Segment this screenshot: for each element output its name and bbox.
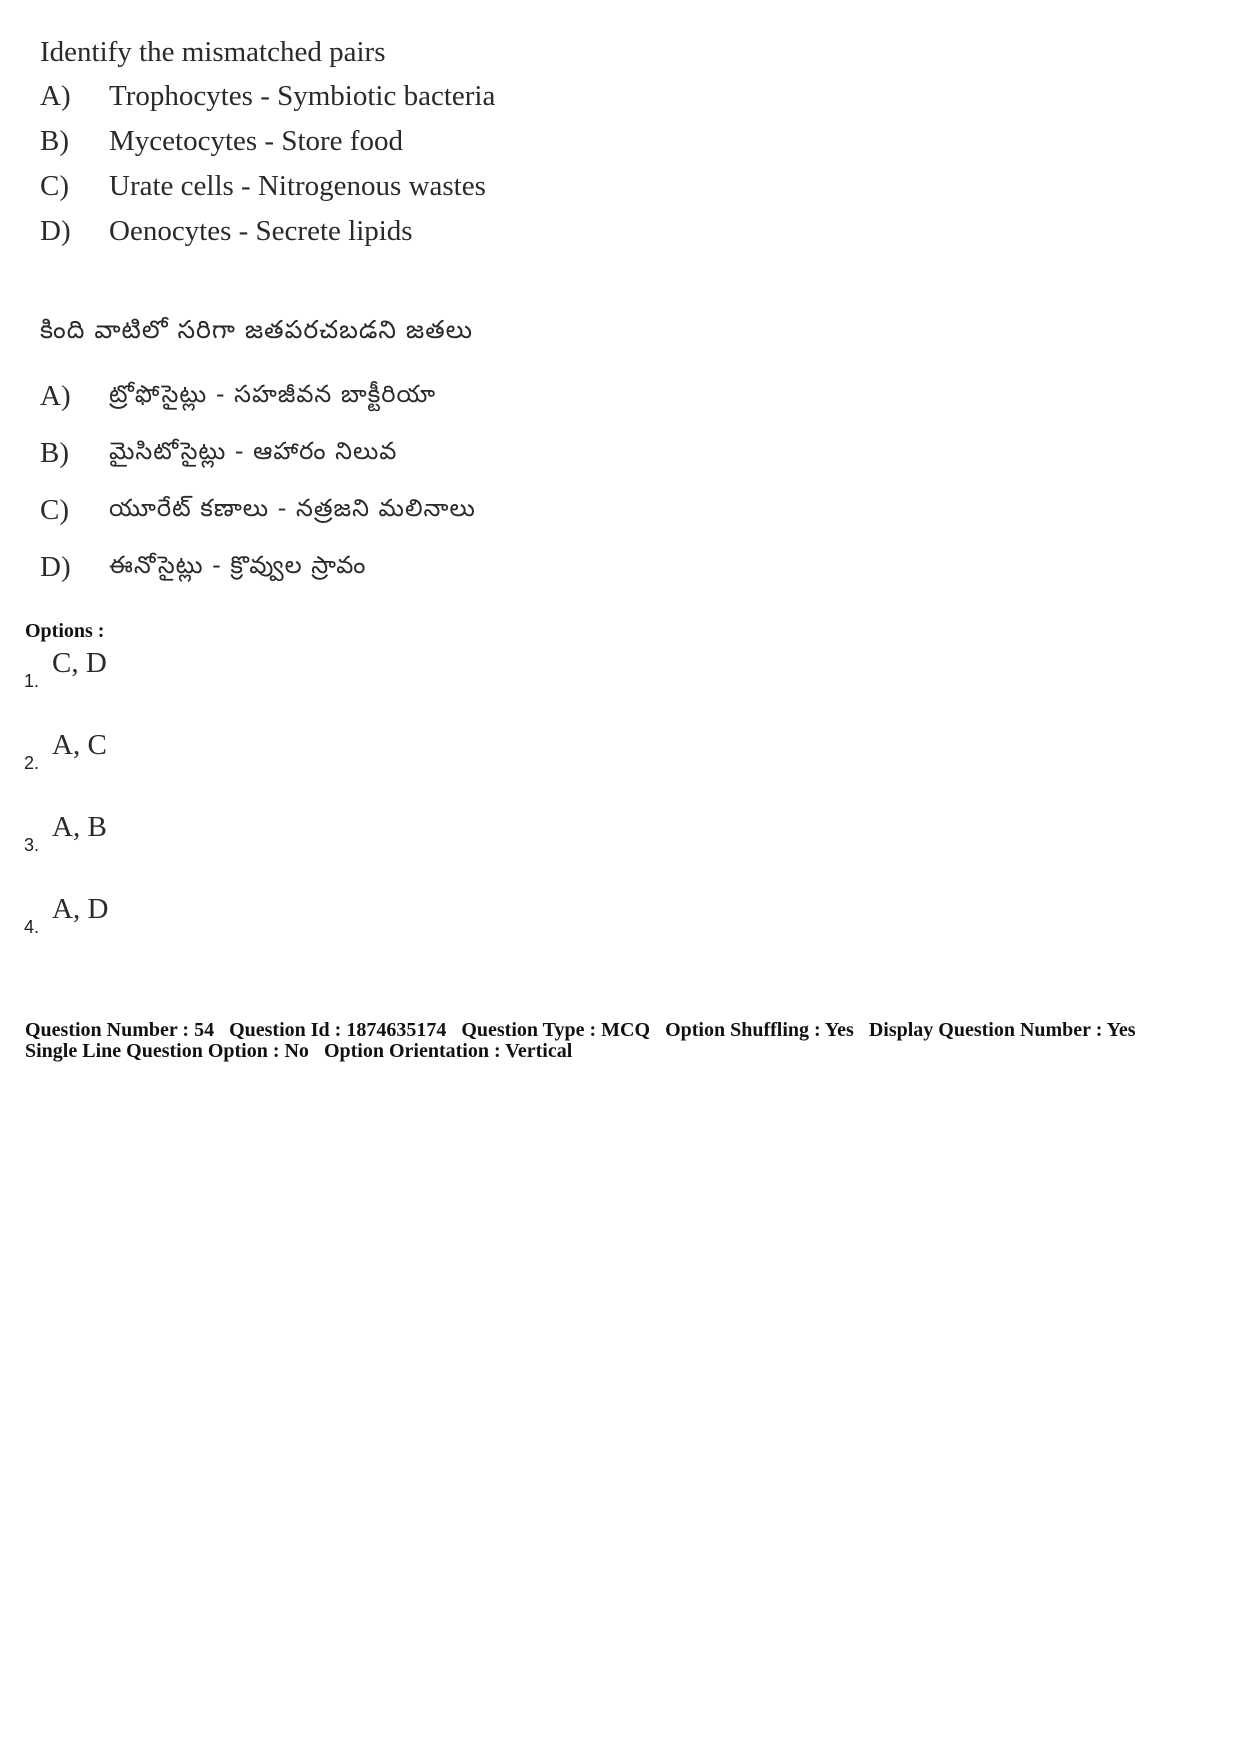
question-title-english: Identify the mismatched pairs (40, 36, 386, 68)
option-value: A, B (52, 811, 107, 843)
pair-c-telugu (40, 482, 476, 539)
pair-text: Oenocytes - Secrete lipids (109, 215, 413, 247)
option-3[interactable] (24, 811, 107, 856)
question-title-telugu: కింది వాటిలో సరిగా జతపరచబడని జతలు (40, 315, 474, 344)
pair-c (40, 164, 495, 209)
pair-a (40, 74, 495, 119)
option-number: 4. (24, 917, 40, 937)
option-value: A, C (52, 729, 107, 761)
pair-a-telugu (40, 368, 476, 425)
single-line-option: Single Line Question Option : No (25, 1040, 309, 1062)
pair-letter: C) (40, 494, 69, 526)
display-question-number: Display Question Number : Yes (868, 1019, 1136, 1041)
pair-letter: A) (40, 80, 71, 112)
pair-d (40, 209, 495, 254)
option-number: 1. (24, 671, 40, 691)
pair-text: Mycetocytes - Store food (109, 125, 403, 157)
question-number: Question Number : 54 (25, 1019, 215, 1041)
pair-letter: D) (40, 215, 71, 247)
question-metadata (25, 1020, 1215, 1062)
pair-b (40, 119, 495, 164)
pair-letter: C) (40, 170, 69, 202)
pair-b-telugu (40, 425, 476, 482)
pair-text: మైసిటోసైట్లు - ఆహారం నిలువ (109, 436, 398, 465)
option-4[interactable] (24, 893, 109, 938)
option-number: 2. (24, 753, 40, 773)
option-2[interactable] (24, 729, 107, 774)
options-label: Options : (25, 620, 105, 642)
question-id: Question Id : 1874635174 (229, 1019, 447, 1041)
option-1[interactable] (24, 647, 107, 692)
option-orientation: Option Orientation : Vertical (323, 1040, 573, 1062)
pair-text: Trophocytes - Symbiotic bacteria (109, 80, 496, 112)
pair-text: యూరేట్ కణాలు - నత్రజని మలినాలు (109, 493, 476, 522)
option-value: C, D (52, 647, 107, 679)
pair-text: ట్రోఫోసైట్లు - సహజీవన బాక్టీరియా (109, 379, 437, 408)
pair-letter: D) (40, 551, 71, 583)
pair-letter: B) (40, 437, 69, 469)
question-telugu (40, 310, 476, 596)
option-shuffling: Option Shuffling : Yes (665, 1019, 854, 1041)
pair-letter: B) (40, 125, 69, 157)
pair-text: Urate cells - Nitrogenous wastes (109, 170, 486, 202)
question-type: Question Type : MCQ (461, 1019, 651, 1041)
pair-letter: A) (40, 380, 71, 412)
option-number: 3. (24, 835, 40, 855)
question-english (40, 30, 495, 254)
pair-text: ఈనోసైట్లు - క్రొవ్వుల స్రావం (109, 550, 367, 579)
option-value: A, D (52, 893, 109, 925)
pair-d-telugu (40, 539, 476, 596)
